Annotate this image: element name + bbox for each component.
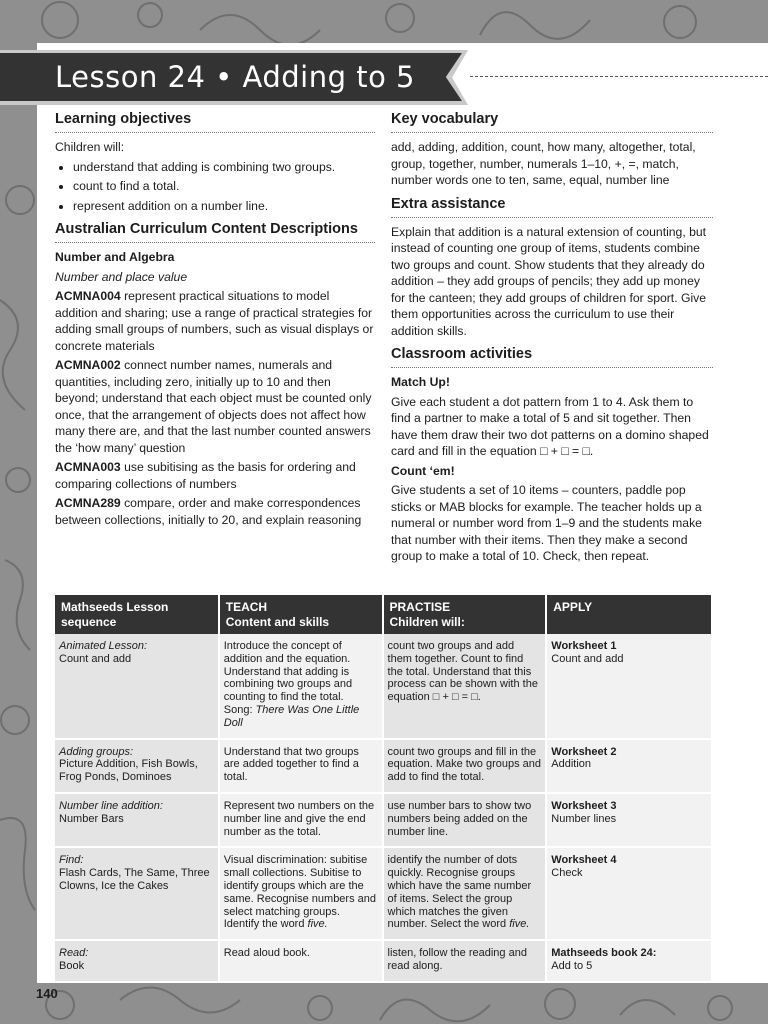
header-sequence (55, 595, 219, 634)
left-column (55, 110, 375, 534)
key-vocabulary (391, 110, 713, 189)
vocab-text: add, adding, addition, count, how many, altogether, total, group, together, number, numerals 1–10, +, =, match, number words one to ten, same, equal, number line (391, 140, 696, 187)
apply-text: Count and add (551, 652, 624, 665)
assist-text: Explain that addition is a natural extension of counting, but instead of counting one group of items, students combine two groups and count. Show students that they already do addition – they add groups of pencils; they add up money for the canteen; they add groups of children for sport. Give them opportunities across the curriculum to use their addition skills. (391, 224, 707, 338)
curriculum-item (55, 459, 375, 492)
right-column (391, 110, 713, 571)
page-number: 140 (36, 986, 58, 1001)
curriculum-text: compare, order and make correspondences between collections, initially to 20, and explain reasoning (55, 496, 362, 527)
classroom-activities (391, 345, 713, 565)
activity-title: Count ‘em! (391, 463, 455, 478)
teach-cell (219, 739, 383, 793)
curriculum-substrand: Number and place value (55, 269, 188, 284)
sequence-label: Read: (59, 947, 89, 960)
apply-title: Worksheet 3 (551, 799, 617, 812)
sequence-text: Book (59, 959, 85, 972)
sequence-cell (55, 847, 219, 940)
apply-text: Addition (551, 758, 592, 771)
practise-cell (383, 940, 547, 982)
objective-item: • represent addition on a number line. (73, 198, 375, 215)
objectives-intro: Children will: (55, 140, 125, 154)
sequence-cell (55, 793, 219, 847)
apply-text: Add to 5 (551, 959, 593, 972)
curriculum-text: use subitising as the basis for ordering and comparing collections of numbers (55, 460, 356, 491)
teach-cell (219, 793, 383, 847)
curriculum-code: ACMNA003 (55, 460, 121, 474)
apply-cell (546, 634, 712, 739)
teach-text: Visual discrimination: subitise small collections. Subitise to identify groups which are the same. Recognise numbers and select matching groups. Identify the word (223, 854, 376, 931)
learning-objectives (55, 110, 375, 214)
sequence-label: Number line addition: (59, 799, 163, 812)
teach-cell (219, 847, 383, 940)
curriculum-text: connect number names, numerals and quantities, including zero, initially up to 10 and then beyond; understand that each object must be counted only once, that the arrangement of objects does not affect how many there are, and that the last number counted answers the ‘how many’ question (55, 358, 372, 455)
practise-cell (383, 634, 547, 739)
header-text: Children will: (389, 615, 465, 629)
sequence-label: Animated Lesson: (59, 640, 148, 652)
sequence-text: Count and add (59, 652, 132, 665)
apply-title: Worksheet 2 (551, 745, 617, 758)
song-label: Song: (223, 703, 256, 716)
curriculum-heading: Australian Curriculum Content Descriptions (55, 220, 375, 243)
sequence-label: Find: (59, 854, 84, 867)
vocab-heading: Key vocabulary (391, 110, 713, 133)
curriculum-code: ACMNA002 (55, 358, 121, 372)
teach-cell (219, 940, 383, 982)
activity-text: Give each student a dot pattern from 1 to 4. Ask them to find a partner to make a total of 5 and sit together. Then have them draw their two dot patterns on a domino shaped card and fill in the equation □ + □ = □. (391, 394, 709, 458)
curriculum-item (55, 495, 375, 528)
objective-item: • count to find a total. (73, 178, 375, 195)
header-text: Content and skills (225, 615, 330, 629)
extra-assistance (391, 195, 713, 340)
curriculum-descriptions (55, 220, 375, 528)
lesson-title: Lesson 24 • Adding to 5 (55, 60, 415, 94)
assist-heading: Extra assistance (391, 195, 713, 218)
sequence-text: Flash Cards, The Same, Three Clowns, Ice the Cakes (59, 867, 210, 892)
practise-text: count two groups and add them together. Count to find the total. Understand that this process can be shown with the equation □ + □ = □. (387, 640, 538, 704)
table-row (55, 634, 712, 739)
practise-text: count two groups and fill in the equation. Make two groups and add to find the total. (387, 745, 542, 784)
curriculum-code: ACMNA004 (55, 289, 121, 303)
sequence-text: Picture Addition, Fish Bowls, Frog Ponds, Dominoes (59, 758, 198, 784)
activity-text: Give students a set of 10 items – counters, paddle pop sticks or MAB blocks for example. The teacher holds up a numeral or number word from 1–9 and the students make that number with their items. Then they make a second group to make a total of 10. Check, then repeat. (391, 483, 702, 563)
teach-text: Understand that two groups are added together to find a total. (223, 745, 359, 784)
objectives-list (55, 159, 375, 215)
activity-title: Match Up! (391, 375, 450, 389)
teach-text: Introduce the concept of addition and the equation. Understand that adding is combining two groups and counting to find the total. (223, 640, 353, 704)
table-header-row (55, 595, 712, 634)
practise-emphasis: five. (509, 918, 530, 931)
table-row (55, 940, 712, 982)
sequence-text: Number Bars (59, 812, 124, 825)
sequence-label: Adding groups: (59, 745, 133, 758)
apply-title: Worksheet 4 (551, 854, 617, 867)
header-text: Mathseeds Lesson (61, 600, 169, 614)
apply-cell (546, 793, 712, 847)
apply-text: Check (551, 867, 583, 880)
practise-text: identify the number of dots quickly. Recognise groups which have the same number of items. Select the group which matches the given number. Select the word (387, 854, 532, 931)
practise-cell (383, 847, 547, 940)
apply-cell (546, 739, 712, 793)
table-row (55, 739, 712, 793)
apply-text: Number lines (551, 812, 617, 825)
objectives-heading: Learning objectives (55, 110, 375, 133)
practise-text: use number bars to show two numbers being added on the number line. (387, 799, 532, 838)
header-text: PRACTISE (389, 600, 451, 614)
curriculum-code: ACMNA289 (55, 496, 121, 510)
header-text: sequence (61, 615, 117, 629)
practise-cell (383, 793, 547, 847)
teach-text: Represent two numbers on the number line and give the end number as the total. (223, 799, 375, 838)
table-row (55, 793, 712, 847)
header-practise (383, 595, 547, 634)
curriculum-item (55, 288, 375, 354)
teach-cell (219, 634, 383, 739)
curriculum-text: represent practical situations to model addition and sharing; use a range of practical strategies for adding small groups of numbers, such as visual displays or concrete materials (55, 289, 374, 353)
table-body (55, 634, 712, 982)
apply-cell (546, 847, 712, 940)
practise-text: listen, follow the reading and read along. (387, 947, 527, 972)
activities-heading: Classroom activities (391, 345, 713, 368)
header-apply (546, 595, 712, 634)
apply-title: Worksheet 1 (551, 640, 617, 652)
curriculum-item (55, 357, 375, 456)
apply-cell (546, 940, 712, 982)
teach-emphasis: five. (307, 918, 328, 931)
header-teach (219, 595, 383, 634)
teach-text: Read aloud book. (223, 947, 310, 960)
curriculum-strand: Number and Algebra (55, 250, 175, 264)
sequence-cell (55, 940, 219, 982)
lesson-sequence-table (55, 595, 713, 983)
practise-cell (383, 739, 547, 793)
song-title: There Was One Little Doll (223, 703, 360, 729)
apply-title: Mathseeds book 24: (551, 947, 657, 960)
sequence-cell (55, 739, 219, 793)
title-dash-line (470, 76, 768, 77)
table-row (55, 847, 712, 940)
objective-item: • understand that adding is combining two groups. (73, 159, 375, 176)
header-text: APPLY (553, 600, 593, 614)
sequence-cell (55, 634, 219, 739)
header-text: TEACH (225, 600, 268, 614)
